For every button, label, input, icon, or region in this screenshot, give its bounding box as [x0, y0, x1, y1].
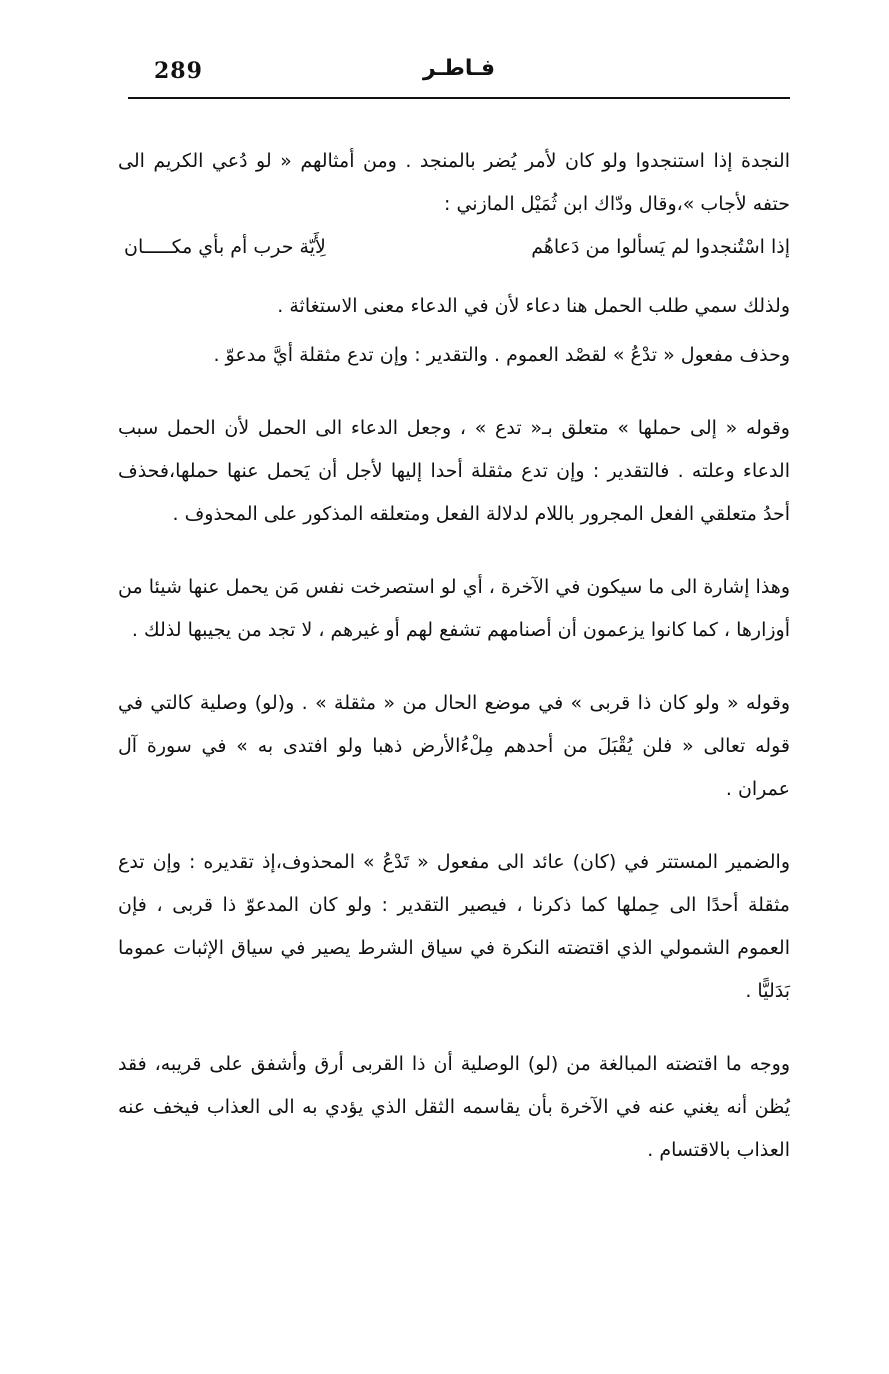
verse-first-hemistich: إذا اسْتُنجدوا لم يَسألوا من دَعاهُم	[531, 236, 790, 258]
verse-second-hemistich: لِأَيّة حرب أم بأي مكـــــان	[124, 236, 326, 258]
paragraph-1: النجدة إذا استنجدوا ولو كان لأمر يُضر بالمنجد . ومن أمثالهم « لو دُعي الكريم الى حتفه لأجاب »،وقال ودّاك ابن ثُمَيْل المازني :	[118, 150, 790, 215]
paragraph-8: ووجه ما اقتضته المبالغة من (لو) الوصلية أن ذا القربى أرق وأشفق على قريبه، فقد يُظن أنه يغني عنه في الآخرة بأن يقاسمه الثقل الذي يؤدي به الى العذاب فيخف عنه العذاب بالاقتسام .	[118, 1053, 790, 1161]
page-body	[118, 140, 790, 1172]
paragraph-2: ولذلك سمي طلب الحمل هنا دعاء لأن في الدعاء معنى الاستغاثة .	[277, 295, 790, 317]
poetry-verse	[118, 226, 790, 269]
paragraph-4: وقوله « إلى حملها » متعلق بـ« تدع » ، وجعل الدعاء الى الحمل لأن الحمل سبب الدعاء وعلته . فالتقدير : وإن تدع مثقلة أحدا إليها لأجل أن يَحمل عنها حملها،فحذف أحدُ متعلقي الفعل المجرور باللام لدلالة الفعل ومتعلقه المذكور على المحذوف .	[118, 417, 790, 525]
paragraph-3: وحذف مفعول « تدْعُ » لقصْد العموم . والتقدير : وإن تدع مثقلة أيَّ مدعوّ .	[213, 344, 790, 366]
page-number: 289	[154, 58, 203, 84]
header-rule	[128, 97, 790, 99]
paragraph-7: والضمير المستتر في (كان) عائد الى مفعول « تَدْعُ » المحذوف،إذ تقديره : وإن تدع مثقلة أحدًا الى حِملها كما ذكرنا ، فيصير التقدير : ولو كان المدعوّ ذا قربى ، فإن العموم الشمولي الذي اقتضته النكرة في سياق الشرط يصير في سياق الإثبات عموما بَدَليًّا .	[118, 851, 790, 1002]
paragraph-6: وقوله « ولو كان ذا قربى » في موضع الحال من « مثقلة » . و(لو) وصلية كالتي في قوله تعالى « فلن يُقْبَلَ من أحدهم مِلْءُالأرض ذهبا ولو افتدى به » في سورة آل عمران .	[118, 692, 790, 800]
running-title: فـاطـر	[422, 56, 496, 81]
page-header	[128, 52, 790, 98]
paragraph-5: وهذا إشارة الى ما سيكون في الآخرة ، أي لو استصرخت نفس مَن يحمل عنها شيئا من أوزارها ، كما كانوا يزعمون أن أصنامهم تشفع لهم أو غيرهم ، لا تجد من يجيبها لذلك .	[118, 576, 790, 641]
